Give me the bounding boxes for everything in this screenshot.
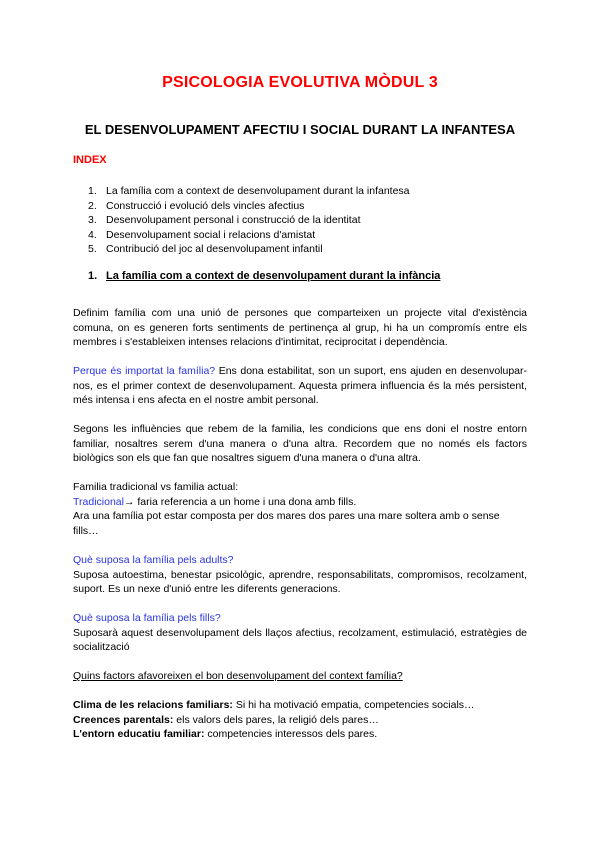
list-item (0, 228, 410, 243)
list-item-number: 4. (88, 228, 97, 241)
factor-separator: : (169, 713, 174, 726)
list-item (0, 242, 410, 257)
factor-text: els valors dels pares, la religió dels pares… (173, 713, 379, 726)
section-title: La família com a context de desenvolupament durant la infància (106, 270, 441, 282)
traditional-text: faria referencia a un home i una dona amb fills. (134, 495, 357, 508)
paragraph-why-family (73, 364, 527, 408)
list-item-text: Desenvolupament social i relacions d'amistat (106, 228, 316, 241)
question-why-family: Perque és importat la família? (73, 365, 216, 377)
document-title: PSICOLOGIA EVOLUTIVA MÒDUL 3 (162, 74, 438, 91)
list-item (0, 184, 410, 199)
factor-label: Creences parentals (73, 713, 170, 726)
list-item (0, 213, 410, 228)
answer-children: Suposarà aquest desenvolupament dels llaços afectius, recolzament, estimulació, estratègies de socialització (73, 626, 527, 653)
index-list (0, 184, 410, 257)
question-adults: Què suposa la família pels adults? (73, 554, 234, 566)
factor-text: competencies interessos dels pares. (204, 728, 378, 740)
list-item-number: 5. (88, 243, 97, 255)
section-number: 1. (88, 270, 98, 282)
actual-family-text: Ara una família pot estar composta per dos mares dos pares una mare soltera amb o sense fills… (73, 510, 500, 537)
list-item-number: 2. (88, 199, 97, 212)
section-heading (88, 270, 440, 282)
list-item-text: Contribució del joc al desenvolupament infantil (106, 243, 323, 255)
answer-why-family: Ens dona estabilitat, son un suport, ens ajuden en desenvolupar-nos, es el primer context de desenvolupament. Aquesta primera influencia és la més persistent, més intensa i ens afecta en el nostre ambit personal. (73, 365, 527, 406)
question-factors: Quins factors afavoreixen el bon desenvolupament del context família? (73, 670, 403, 682)
factor-separator: : (200, 728, 205, 740)
paragraph-influences: Segons les influències que rebem de la familia, les condicions que ens doni el nostre entorn familiar, nosaltres serem d'una manera o d'una altra. Recordem que no només els factors biològics son els que fan que nosaltres siguem d'una manera o d'una altra. (73, 423, 527, 464)
list-item-text: La família com a context de desenvolupament durant la infantesa (106, 185, 410, 197)
factor-separator: : (229, 699, 233, 711)
factor-item (73, 713, 527, 728)
question-children: Què suposa la família pels fills? (73, 612, 221, 624)
list-item-number: 3. (88, 214, 97, 226)
traditional-heading: Familia tradicional vs familia actual: (73, 481, 239, 493)
document-subtitle: EL DESENVOLUPAMENT AFECTIU I SOCIAL DURANT LA INFANTESA (84, 122, 516, 137)
paragraph-definition: Definim família com una unió de persones que comparteixen un projecte vital d'existència comuna, on es generen forts sentiments de pertinença al grup, hi ha un compromís entre els membres i s'estableixen intenses relacions d'intimitat, reciprocitat i dependència. (73, 307, 527, 348)
arrow-icon: → (123, 495, 135, 508)
factor-text: Si hi ha motivació empatia, competencies socials… (232, 699, 475, 711)
factor-label: L'entorn educatiu familiar (73, 728, 201, 740)
traditional-line (73, 495, 527, 510)
list-item-text: Desenvolupament personal i construcció de la identitat (106, 214, 361, 226)
traditional-label: Tradicional (73, 495, 124, 508)
list-item (0, 199, 410, 214)
factor-item (73, 727, 527, 742)
list-item-text: Construcció i evolució dels vincles afectius (106, 199, 305, 212)
answer-adults: Suposa autoestima, benestar psicològic, aprendre, responsabilitats, compromisos, recolzament, suport. Es un nexe d'unió entre les diferents generacions. (73, 568, 527, 595)
factor-label: Clima de les relacions familiars (73, 699, 230, 711)
list-item-number: 1. (88, 185, 97, 197)
index-heading: INDEX (73, 154, 107, 166)
factor-item (73, 698, 527, 713)
